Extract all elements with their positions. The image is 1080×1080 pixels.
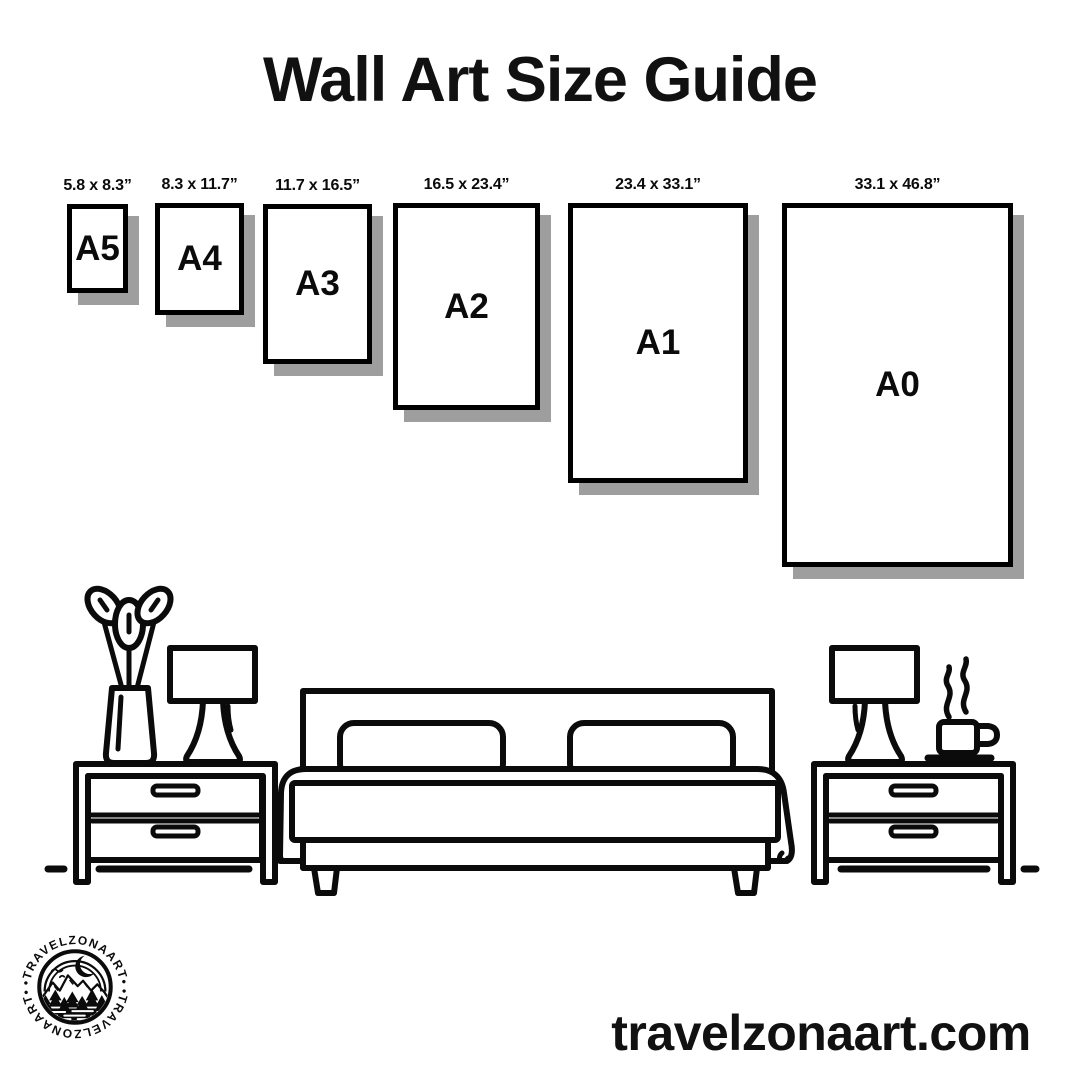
paper-dimensions-label: 11.7 x 16.5” bbox=[275, 177, 360, 194]
table-lamp-icon bbox=[832, 648, 917, 762]
paper-sheet-a5 bbox=[67, 204, 128, 293]
paper-code: A0 bbox=[875, 365, 920, 404]
logo-text-top: •TRAVELZONAART• bbox=[18, 932, 132, 987]
nightstand-icon bbox=[814, 764, 1013, 882]
nightstand-icon bbox=[76, 764, 275, 882]
paper-sheet-a2 bbox=[393, 203, 540, 410]
size-item-a1 bbox=[568, 176, 748, 483]
paper-dimensions-label: 16.5 x 23.4” bbox=[423, 176, 510, 193]
logo-text-bottom: •TRAVELZONAART• bbox=[18, 987, 132, 1042]
paper-code: A3 bbox=[295, 264, 340, 303]
paper-code: A2 bbox=[444, 286, 489, 326]
paper-code: A4 bbox=[177, 239, 222, 278]
website-url: travelzonaart.com bbox=[611, 1005, 1031, 1061]
paper-dimensions-label: 8.3 x 11.7” bbox=[161, 176, 238, 193]
paper-sheet-a4 bbox=[155, 203, 244, 315]
bedroom-illustration bbox=[0, 575, 1080, 905]
coffee-cup-icon bbox=[928, 659, 997, 758]
paper-code: A5 bbox=[75, 228, 120, 268]
paper-dimensions-label: 5.8 x 8.3” bbox=[63, 177, 132, 194]
size-item-a5 bbox=[63, 177, 132, 293]
travelzonaart-logo-badge bbox=[8, 920, 142, 1054]
paper-dimensions-label: 33.1 x 46.8” bbox=[854, 176, 941, 193]
size-item-a0 bbox=[782, 176, 1013, 567]
size-item-a2 bbox=[393, 176, 540, 410]
size-item-a4 bbox=[155, 176, 244, 315]
size-item-a3 bbox=[263, 177, 372, 364]
paper-sheet-a1 bbox=[568, 203, 748, 483]
page-title: Wall Art Size Guide bbox=[263, 45, 817, 115]
paper-sheet-a3 bbox=[263, 204, 372, 364]
plant-vase-icon bbox=[81, 582, 177, 763]
paper-sheet-a0 bbox=[782, 203, 1013, 567]
table-lamp-icon bbox=[170, 648, 255, 762]
steam-icon bbox=[946, 659, 967, 717]
paper-code: A1 bbox=[635, 323, 681, 362]
paper-dimensions-label: 23.4 x 33.1” bbox=[615, 176, 701, 193]
double-bed-icon bbox=[273, 691, 792, 893]
